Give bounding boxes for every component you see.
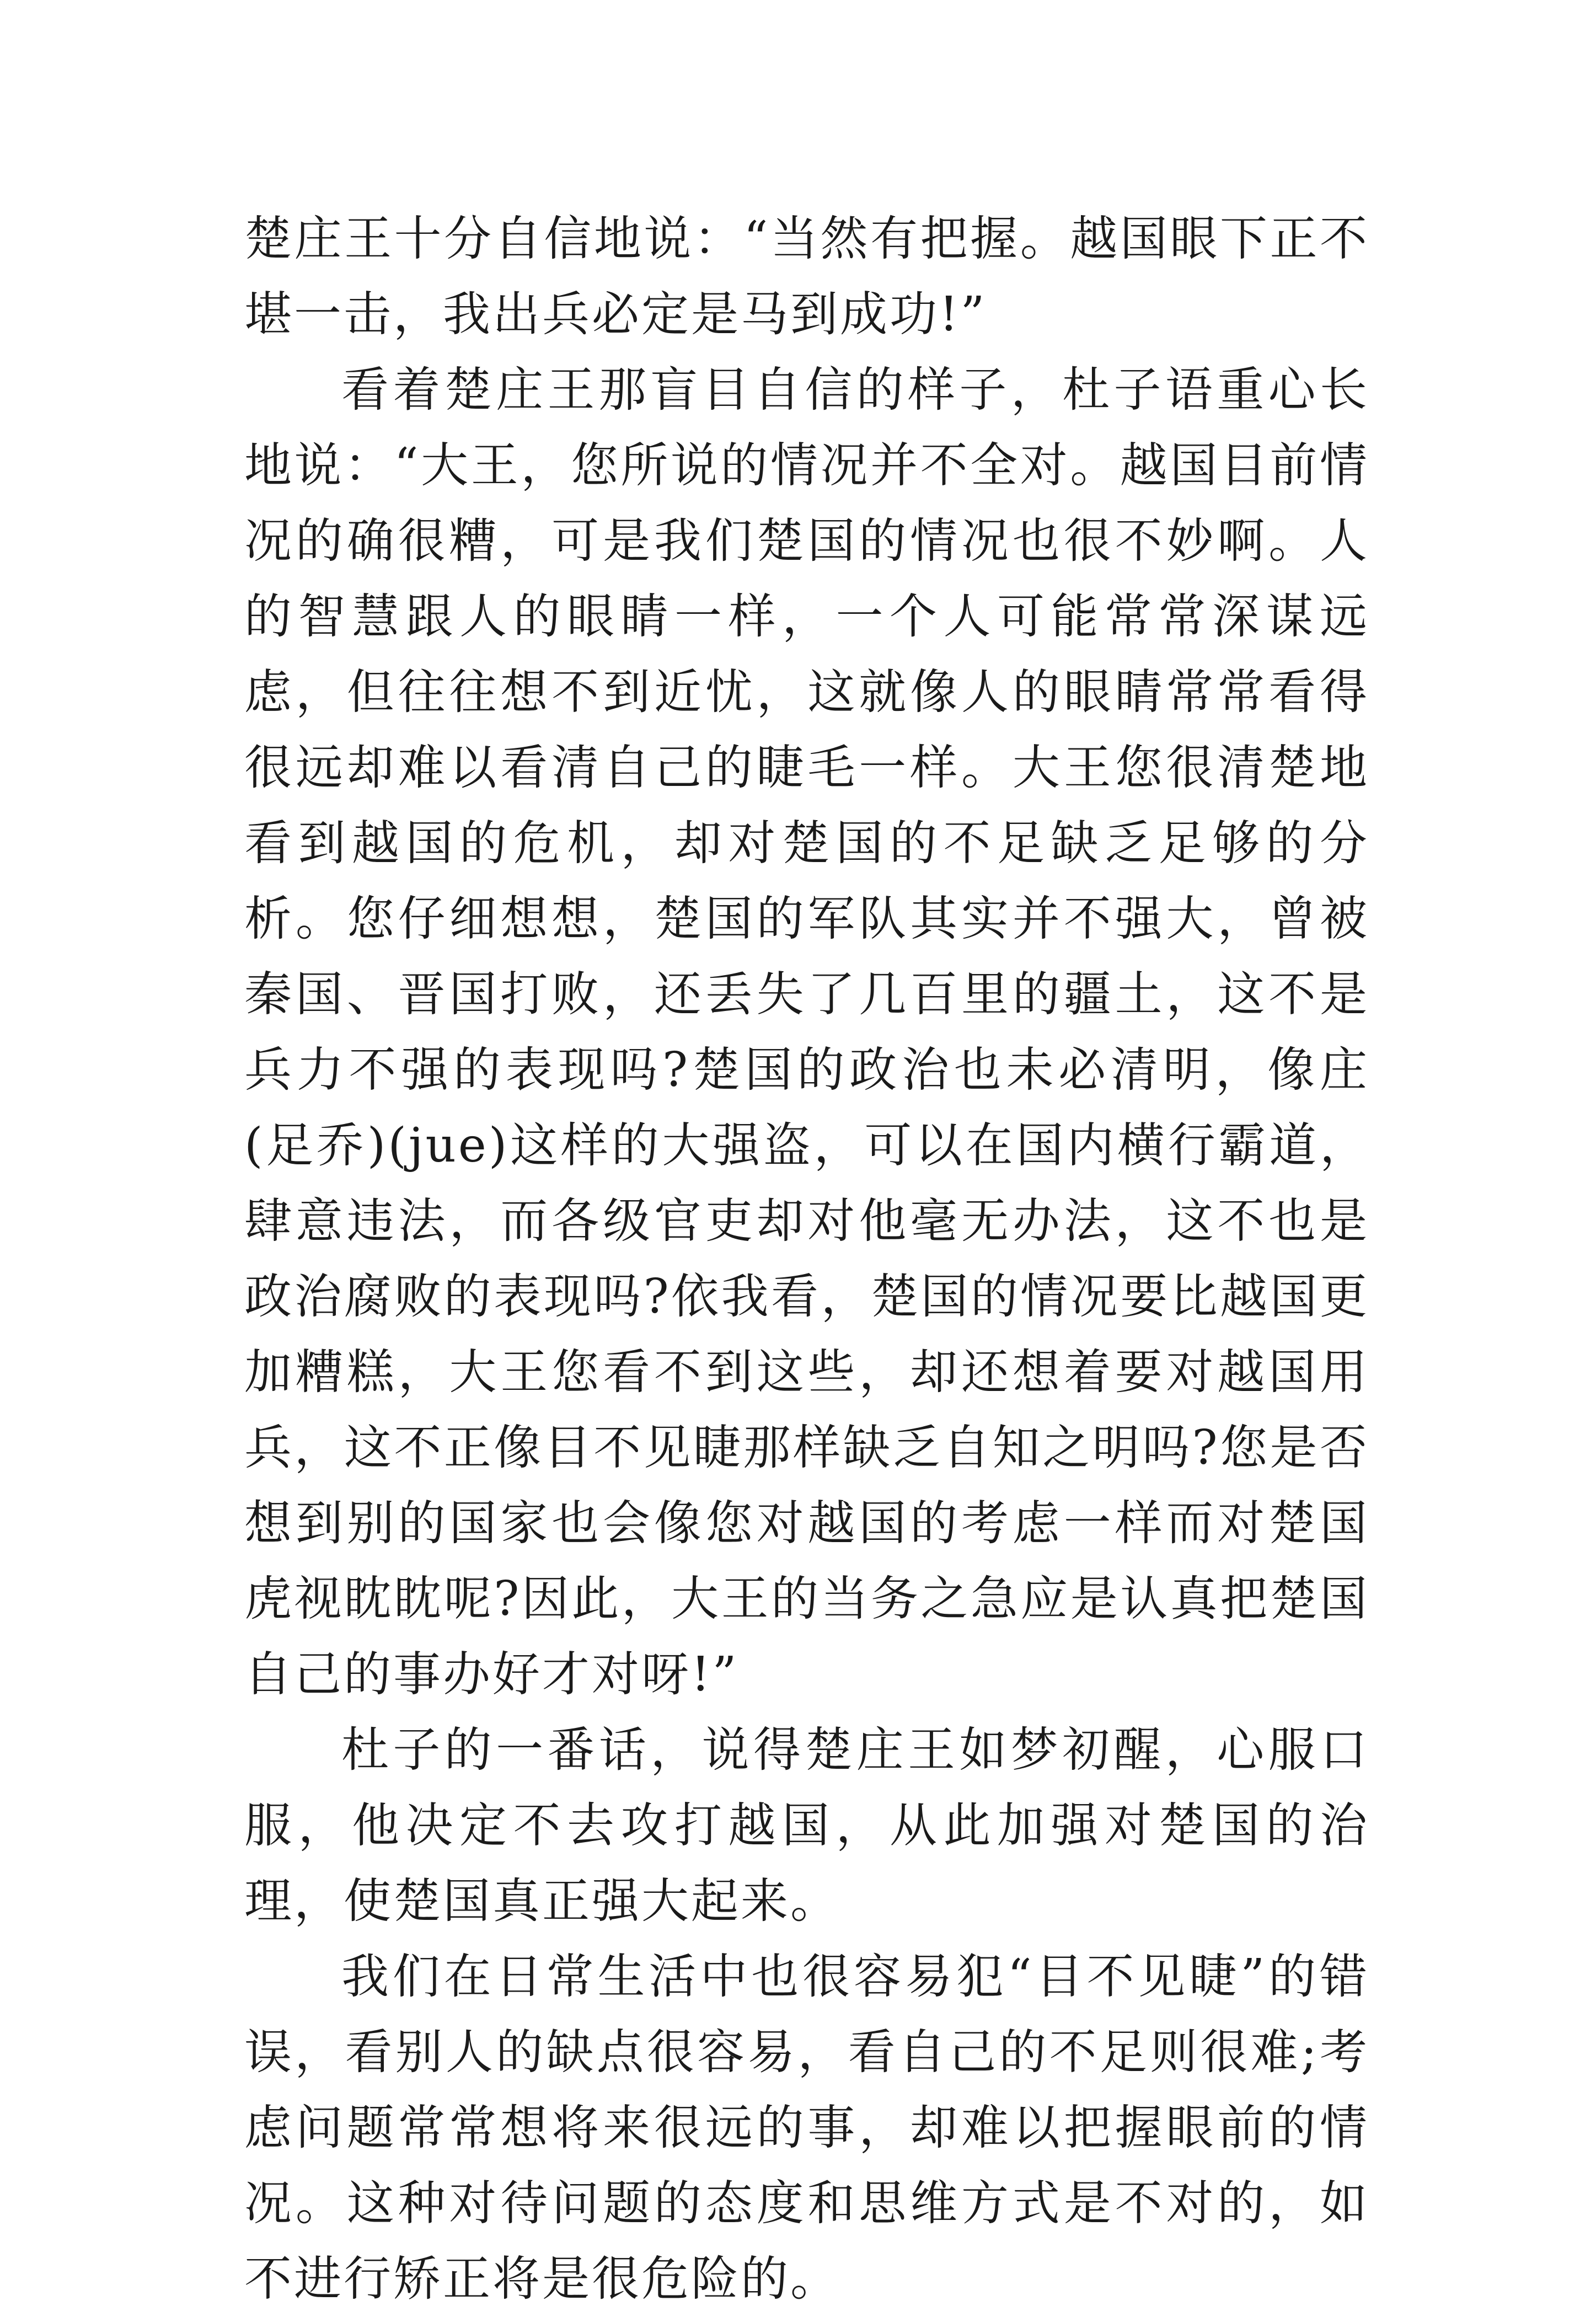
document-body [244, 201, 1369, 2317]
paragraph-3: 杜子的一番话，说得楚庄王如梦初醒，心服口服，他决定不去攻打越国，从此加强对楚国的治理，使楚国真正强大起来。 [244, 1722, 1369, 1929]
paragraph-1: 楚庄王十分自信地说：“当然有把握。越国眼下正不堪一击，我出兵必定是马到成功!” [244, 211, 1369, 342]
paragraph-4: 我们在日常生活中也很容易犯“目不见睫”的错误，看别人的缺点很容易，看自己的不足则很难;考虑问题常常想将来很远的事，却难以把握眼前的情况。这种对待问题的态度和思维方式是不对的，如不进行矫正将是很危险的。 [244, 1949, 1369, 2307]
paragraph-2: 看着楚庄王那盲目自信的样子，杜子语重心长地说：“大王，您所说的情况并不全对。越国目前情况的确很糟，可是我们楚国的情况也很不妙啊。人的智慧跟人的眼睛一样，一个人可能常常深谋远虑，但往往想不到近忧，这就像人的眼睛常常看得很远却难以看清自己的睫毛一样。大王您很清楚地看到越国的危机，却对楚国的不足缺乏足够的分析。您仔细想想，楚国的军队其实并不强大，曾被秦国、晋国打败，还丢失了几百里的疆土，这不是兵力不强的表现吗?楚国的政治也未必清明，像庄(足乔)(jue)这样的大强盗，可以在国内横行霸道，肆意违法，而各级官吏却对他毫无办法，这不也是政治腐败的表现吗?依我看，楚国的情况要比越国更加糟糕，大王您看不到这些，却还想着要对越国用兵，这不正像目不见睫那样缺乏自知之明吗?您是否想到别的国家也会像您对越国的考虑一样而对楚国虎视眈眈呢?因此，大王的当务之急应是认真把楚国自己的事办好才对呀!” [244, 362, 1369, 1702]
